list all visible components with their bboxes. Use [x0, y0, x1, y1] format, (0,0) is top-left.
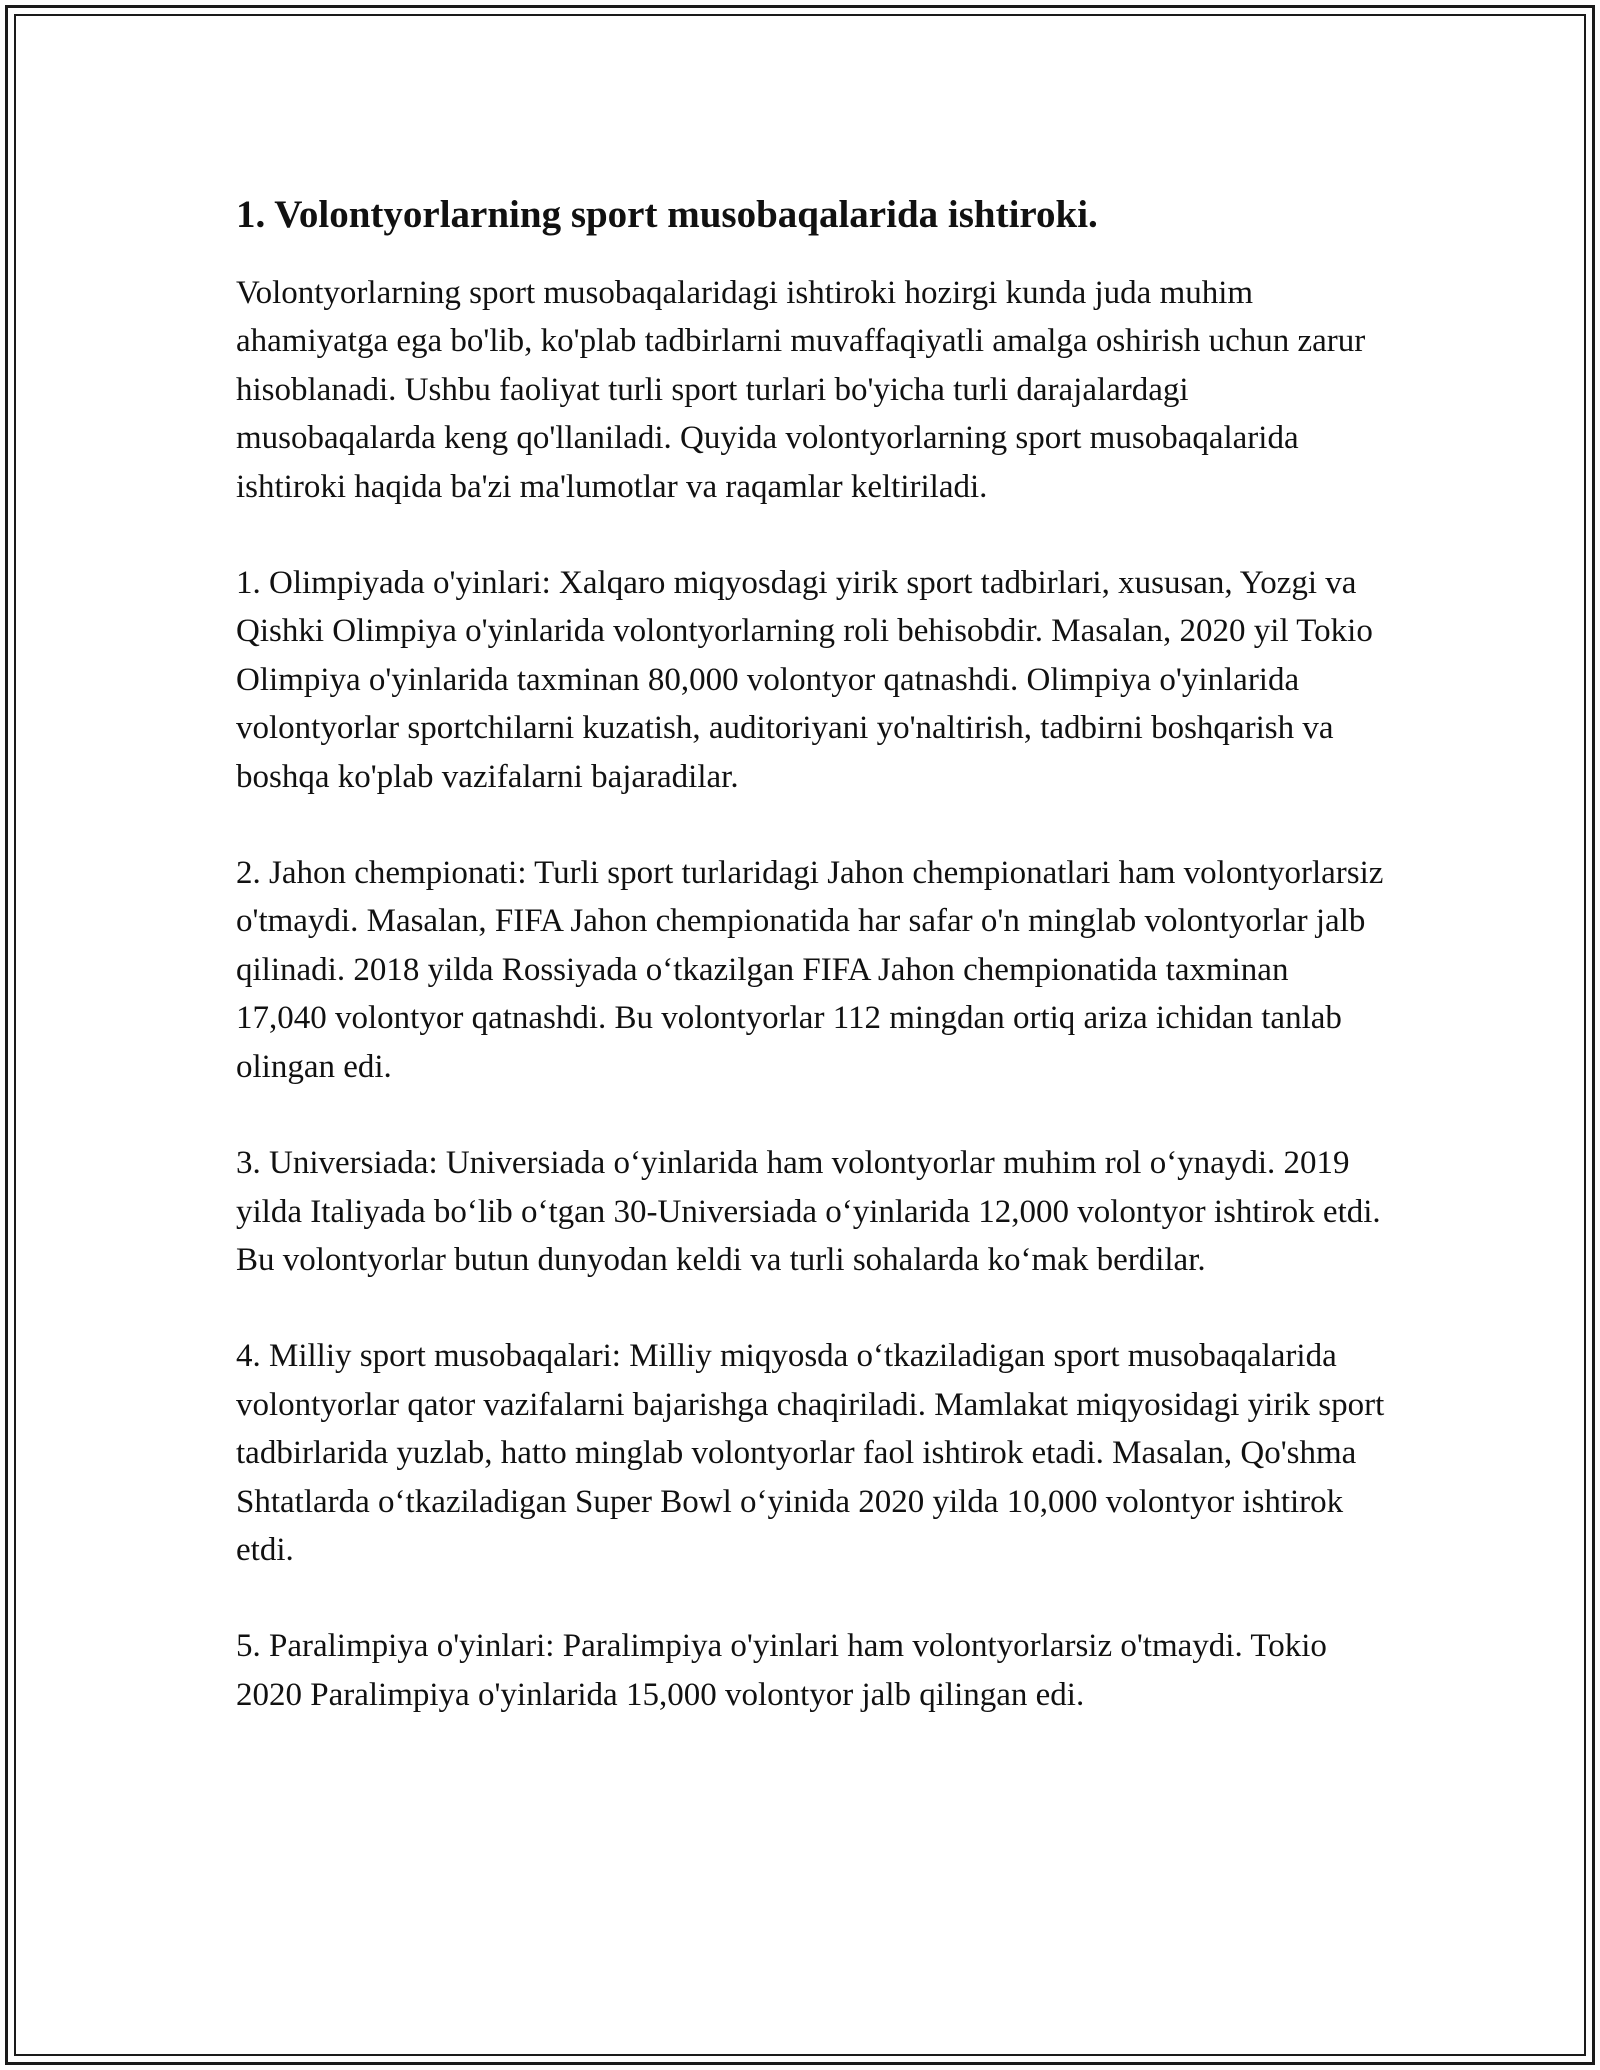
- paragraph-world-championship: 2. Jahon chempionati: Turli sport turlaridagi Jahon chempionatlari ham volontyorlarsiz o'tmaydi. Masalan, FIFA Jahon chempionatida har safar o'n minglab volontyorlar jalb qilinadi. 2018 yilda Rossiyada o‘tkazilgan FIFA Jahon chempionatida taxminan 17,040 volontyor qatnashdi. Bu volontyorlar 112 mingdan ortiq ariza ichidan tanlab olingan edi.: [236, 855, 1384, 1085]
- document-body: [236, 185, 1386, 1767]
- paragraph-universiade: 3. Universiada: Universiada o‘yinlarida ham volontyorlar muhim rol o‘ynaydi. 2019 yilda Italiyada bo‘lib o‘tgan 30-Universiada o‘yinlarida 12,000 volontyor ishtirok etdi. Bu volontyorlar butun dunyodan keldi va turli sohalarda ko‘mak berdilar.: [236, 1145, 1381, 1278]
- document-title: 1. Volontyorlarning sport musobaqalarida ishtiroki.: [236, 193, 1098, 236]
- paragraph-olympics: 1. Olimpiyada o'yinlari: Xalqaro miqyosdagi yirik sport tadbirlari, xususan, Yozgi va Qishki Olimpiya o'yinlarida volontyorlarning roli behisobdir. Masalan, 2020 yil Tokio Olimpiya o'yinlarida taxminan 80,000 volontyor qatnashdi. Olimpiya o'yinlarida volontyorlar sportchilarni kuzatish, auditoriyani yo'naltirish, tadbirni boshqarish va boshqa ko'plab vazifalarni bajaradilar.: [236, 565, 1373, 795]
- paragraph-national-competitions: 4. Milliy sport musobaqalari: Milliy miqyosda o‘tkaziladigan sport musobaqalarida volontyorlar qator vazifalarni bajarishga chaqiriladi. Mamlakat miqyosidagi yirik sport tadbirlarida yuzlab, hatto minglab volontyorlar faol ishtirok etadi. Masalan, Qo'shma Shtatlarda o‘tkaziladigan Super Bowl o‘yinida 2020 yilda 10,000 volontyor ishtirok etdi.: [236, 1338, 1385, 1568]
- paragraph-paralympics: 5. Paralimpiya o'yinlari: Paralimpiya o'yinlari ham volontyorlarsiz o'tmaydi. Tokio 2020 Paralimpiya o'yinlarida 15,000 volontyor jalb qilingan edi.: [236, 1628, 1327, 1713]
- paragraph-intro: Volontyorlarning sport musobaqalaridagi ishtiroki hozirgi kunda juda muhim ahamiyatga ega bo'lib, ko'plab tadbirlarni muvaffaqiyatli amalga oshirish uchun zarur hisoblanadi. Ushbu faoliyat turli sport turlari bo'yicha turli darajalardagi musobaqalarda keng qo'llaniladi. Quyida volontyorlarning sport musobaqalarida ishtiroki haqida ba'zi ma'lumotlar va raqamlar keltiriladi.: [236, 275, 1366, 505]
